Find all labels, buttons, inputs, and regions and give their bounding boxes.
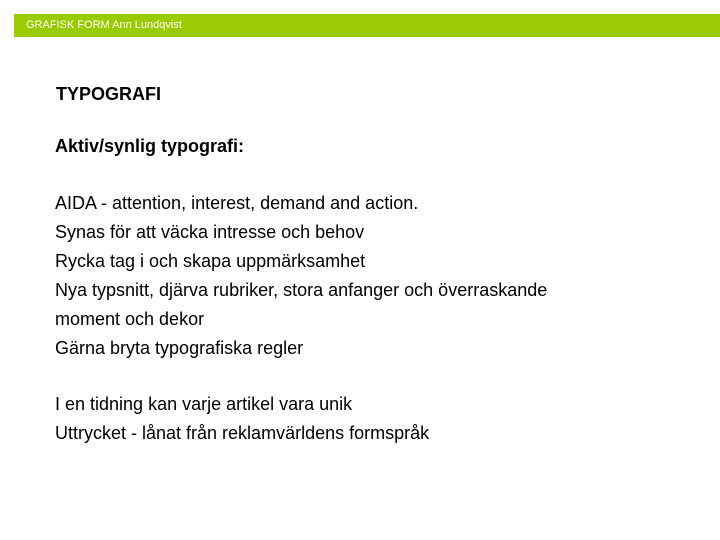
text-line: AIDA - attention, interest, demand and action. [55,193,419,213]
text-line: Nya typsnitt, djärva rubriker, stora anfanger och överraskande [55,280,548,300]
text-line: I en tidning kan varje artikel vara unik [55,394,353,414]
slide-title: TYPOGRAFI [56,84,162,104]
slide-subtitle: Aktiv/synlig typografi: [55,136,245,156]
text-block-2 [55,390,429,448]
header-bar [14,14,720,37]
header-text: GRAFISK FORM Ann Lundqvist [26,19,182,31]
text-line: Rycka tag i och skapa uppmärksamhet [55,251,366,271]
text-line: Uttrycket - lånat från reklamvärldens formspråk [55,423,430,443]
text-line: moment och dekor [55,309,205,329]
text-block-1 [55,189,547,363]
text-line: Synas för att väcka intresse och behov [55,222,365,242]
text-line: Gärna bryta typografiska regler [55,338,304,358]
